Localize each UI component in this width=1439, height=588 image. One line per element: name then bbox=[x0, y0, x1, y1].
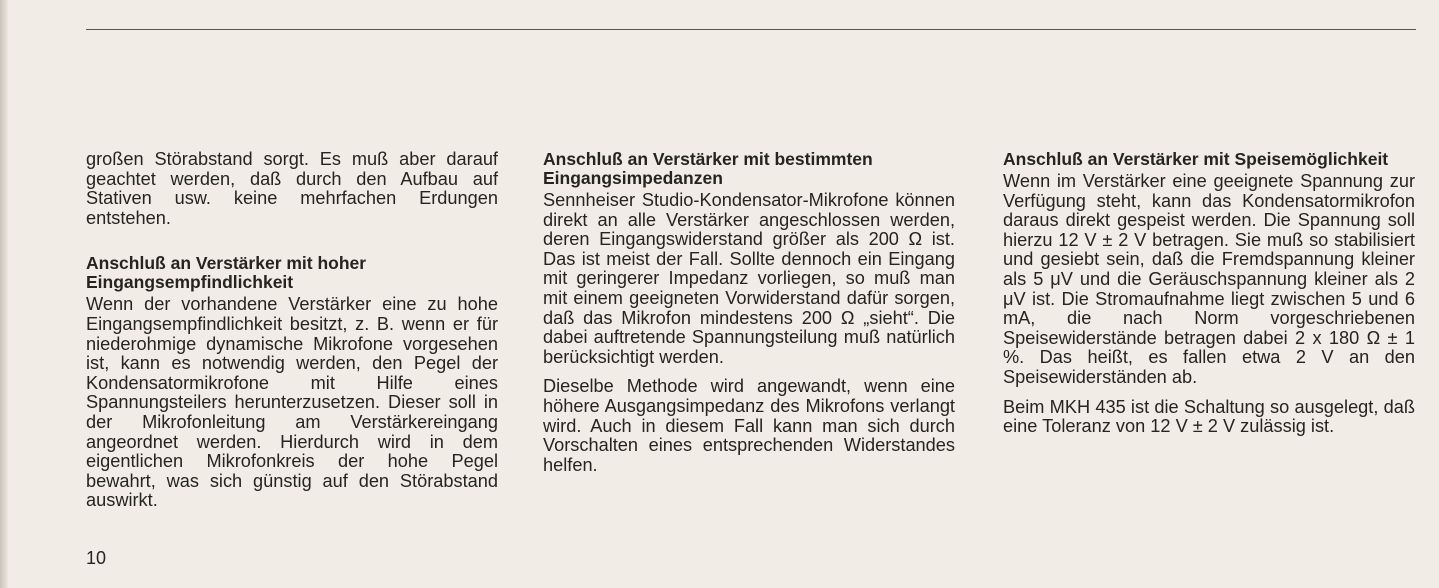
column-1 bbox=[86, 150, 498, 511]
input-impedance-paragraph-1: Sennheiser Studio-Kondensator-Mikrofone können direkt an alle Verstärker angeschlossen werden, deren Eingangswiderstand größer als 200 Ω ist. Das ist meist der Fall. Sollte dennoch ein Eingang mit geringerer Impedanz vorliegen, so muß man mit einem geeigneten Vorwiderstand dafür sorgen, daß das Mikrofon mindestens 200 Ω „sieht“. Die dabei auftretende Spannungsteilung muß natürlich berücksichtigt werden. bbox=[543, 190, 955, 367]
power-supply-paragraph-1: Wenn im Verstärker eine geeignete Spannung zur Verfügung steht, kann das Kondensatormikrofon daraus direkt gespeist werden. Die Spannung soll hierzu 12 V ± 2 V betragen. Sie muß so stabilisiert und gesiebt sein, daß die Fremdspannung kleiner als 5 μV und die Geräuschspannung kleiner als 2 μV ist. Die Stromaufnahme liegt zwischen 5 und 6 mA, die nach Norm vorgeschriebenen Speisewiderstände betragen dabei 2 x 180 Ω ± 1 %. Das heißt, es fallen etwa 2 V an den Speisewiderständen ab. bbox=[1003, 171, 1415, 387]
high-sensitivity-paragraph: Wenn der vorhandene Verstärker eine zu hohe Eingangsempfindlichkeit besitzt, z. B. wenn er für niederohmige dynamische Mikrofone vorgesehen ist, kann es notwendig werden, den Pegel der Kondensatormikrofone mit Hilfe eines Spannungsteilers herunterzusetzen. Dieser soll in der Mikrofonleitung am Verstärkereingang angeordnet werden. Hierdurch wird in dem eigentlichen Mikrofonkreis der hohe Pegel bewahrt, was sich günstig auf den Störabstand auswirkt. bbox=[86, 294, 498, 511]
section-heading-high-sensitivity: Anschluß an Verstärker mit hoher Eingangsempfindlichkeit bbox=[86, 253, 367, 293]
page-number: 10 bbox=[86, 548, 107, 568]
section-heading-input-impedance: Anschluß an Verstärker mit bestimmten Eingangsimpedanzen bbox=[543, 149, 873, 188]
intro-paragraph: großen Störabstand sorgt. Es muß aber darauf geachtet werden, daß durch den Aufbau auf Stativen usw. keine mehrfachen Erdungen entstehen. bbox=[86, 149, 498, 228]
page-binding-edge bbox=[0, 0, 8, 588]
column-3 bbox=[1003, 150, 1415, 437]
section-heading-power-supply: Anschluß an Verstärker mit Speisemöglichkeit bbox=[1003, 149, 1389, 169]
top-rule bbox=[86, 29, 1416, 30]
input-impedance-paragraph-2: Dieselbe Methode wird angewandt, wenn eine höhere Ausgangsimpedanz des Mikrofons verlangt wird. Auch in diesem Fall kann man sich durch Vorschalten eines entsprechenden Widerstandes helfen. bbox=[543, 376, 955, 475]
column-2 bbox=[543, 150, 955, 475]
power-supply-paragraph-2: Beim MKH 435 ist die Schaltung so ausgelegt, daß eine Toleranz von 12 V ± 2 V zulässig ist. bbox=[1003, 396, 1415, 437]
